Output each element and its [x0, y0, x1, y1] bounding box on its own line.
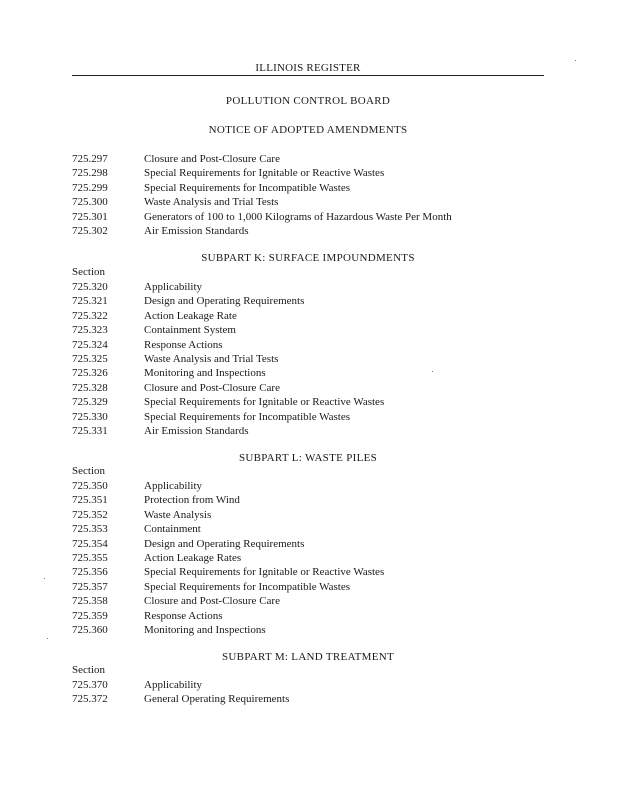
subpart-k-title: SUBPART K: SURFACE IMPOUNDMENTS	[201, 252, 415, 264]
scan-speck	[575, 60, 576, 61]
subpart-l-list	[72, 479, 384, 637]
list-item: 725.372 General Operating Requirements	[72, 693, 290, 706]
subpart-k-list	[72, 280, 384, 438]
list-item: 725.352 Waste Analysis	[72, 508, 212, 521]
list-item: 725.370 Applicability	[72, 679, 203, 691]
list-item: 725.320 Applicability	[72, 281, 203, 293]
notice-title: NOTICE OF ADOPTED AMENDMENTS	[208, 124, 408, 136]
scan-speck	[47, 638, 48, 639]
list-item: 725.350 Applicability	[72, 480, 203, 492]
scan-speck	[44, 578, 45, 579]
register-header	[72, 62, 544, 78]
list-item: 725.356 Special Requirements for Ignitable or Reactive Wastes	[72, 566, 385, 579]
list-item: 725.301 Generators of 100 to 1,000 Kilograms of Hazardous Waste Per Month	[72, 210, 452, 223]
list-item: 725.300 Waste Analysis and Trial Tests	[72, 196, 279, 209]
list-item: 725.353 Containment	[72, 523, 201, 536]
list-item: 725.324 Response Actions	[72, 338, 223, 351]
list-item: 725.351 Protection from Wind	[72, 494, 240, 507]
list-item: 725.358 Closure and Post-Closure Care	[72, 595, 280, 608]
list-item: 725.297 Closure and Post-Closure Care	[72, 153, 280, 165]
list-item: 725.325 Waste Analysis and Trial Tests	[72, 352, 279, 365]
subpart-k-section-label: Section	[72, 266, 105, 278]
list-item: 725.302 Air Emission Standards	[72, 224, 249, 237]
subpart-m-section-label: Section	[72, 664, 105, 676]
subpart-m-list	[72, 678, 289, 707]
list-item: 725.355 Action Leakage Rates	[72, 551, 242, 564]
list-item: 725.326 Monitoring and Inspections	[72, 367, 266, 380]
list-item: 725.360 Monitoring and Inspections	[72, 623, 266, 636]
board-name: POLLUTION CONTROL BOARD	[225, 95, 391, 107]
list-item: 725.322 Action Leakage Rate	[72, 309, 237, 322]
subpart-m-title: SUBPART M: LAND TREATMENT	[222, 651, 394, 663]
list-item: 725.328 Closure and Post-Closure Care	[72, 381, 280, 394]
scan-speck	[432, 371, 433, 372]
subpart-l-section-label: Section	[72, 465, 105, 477]
list-item: 725.323 Containment System	[72, 324, 236, 337]
list-item: 725.329 Special Requirements for Ignitable or Reactive Wastes	[72, 396, 385, 409]
list-item: 725.359 Response Actions	[72, 609, 223, 622]
list-item: 725.321 Design and Operating Requirements	[72, 295, 305, 308]
list-item: 725.298 Special Requirements for Ignitable or Reactive Wastes	[72, 167, 385, 180]
subpart-l-title: SUBPART L: WASTE PILES	[238, 452, 378, 464]
list-item: 725.354 Design and Operating Requirements	[72, 537, 305, 550]
list-item: 725.331 Air Emission Standards	[72, 424, 249, 437]
list-item: 725.330 Special Requirements for Incompatible Wastes	[72, 410, 351, 423]
register-title: ILLINOIS REGISTER	[255, 62, 361, 74]
list-item: 725.357 Special Requirements for Incompatible Wastes	[72, 580, 351, 593]
list-item: 725.299 Special Requirements for Incompatible Wastes	[72, 181, 351, 194]
section-list-top	[72, 152, 452, 238]
header-rule	[72, 75, 544, 76]
